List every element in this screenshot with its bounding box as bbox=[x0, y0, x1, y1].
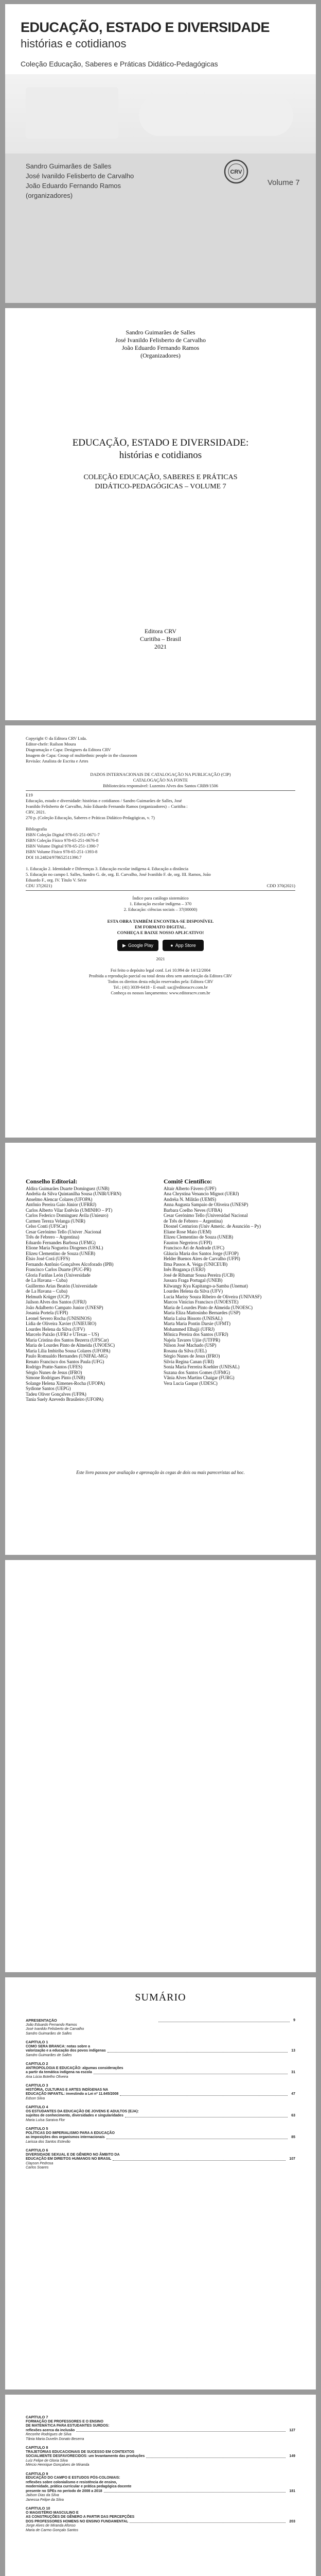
toc-leader-dots bbox=[146, 2454, 286, 2458]
toc-page-number: 203 bbox=[289, 2519, 295, 2523]
toc-entry bbox=[26, 2127, 295, 2144]
toc-title-line: DIVERSIDADE SEXUAL E DE GÊNERO NO ÂMBITO DA bbox=[26, 2153, 120, 2157]
toc-chapter-label: CAPÍTULO 5 bbox=[26, 2127, 48, 2131]
board-member: Josania Portela (UFPI) bbox=[26, 1310, 68, 1315]
toc-entry bbox=[26, 2019, 295, 2036]
board-member: Altair Alberto Fávero (UPF) bbox=[164, 1185, 217, 1191]
footer-line: Proibida a reprodução parcial ou total desta obra sem autorização da Editora CRV bbox=[88, 973, 233, 978]
board-member: Marcos Vinicius Francisco (UNOESTE) bbox=[164, 1299, 239, 1304]
catalog-line: ISBN Coleção Digital 978-65-251-0671-7 bbox=[26, 832, 100, 837]
toc-author: José Ivanildo Felisberto de Carvalho bbox=[26, 2027, 84, 2031]
toc-title-row bbox=[26, 2520, 295, 2524]
board-member: Suzana dos Santos Gomes (UFMG) bbox=[164, 1369, 230, 1375]
catalog-record bbox=[26, 790, 295, 891]
board-member: Leonel Severo Rocha (UNISINOS) bbox=[26, 1315, 92, 1321]
catalog-librarian: Bibliotecária responsável: Luzenira Alves dos Santos CRB9/1506 bbox=[103, 783, 218, 788]
cover-title: EDUCAÇÃO, ESTADO E DIVERSIDADE bbox=[21, 20, 270, 35]
board-member: Elizeu Clementino de Souza (UNEB) bbox=[26, 1250, 95, 1256]
board-member: Marta Maria Pontin Darsie (UFMT) bbox=[164, 1321, 230, 1326]
catalog-title: DADOS INTERNACIONAIS DE CATALOGAÇÃO NA PUBLICAÇÃO (CIP) bbox=[90, 772, 231, 777]
apple-icon: ● bbox=[170, 943, 173, 948]
footer-line: Conheça os nossos lançamentos: www.editoracrv.com.br bbox=[111, 990, 210, 995]
catalog-line: ISBN Volume Digital 978-65-251-1390-7 bbox=[26, 843, 99, 849]
toc-title-line: presente no SPEs no período de 2008 a 2018 bbox=[26, 2489, 102, 2493]
board-member: Simone Rodrigues Pinto (UNB) bbox=[26, 1375, 85, 1380]
catalog-line: Bibliografia bbox=[26, 826, 47, 832]
toc-author: Sandro Guimarães de Salles bbox=[26, 2053, 72, 2057]
summary-page-2 bbox=[5, 2395, 316, 2576]
toc-page-number: 13 bbox=[291, 2049, 295, 2053]
board-member: Solange Helena Ximenes-Rocha (UFOPA) bbox=[26, 1380, 105, 1386]
publisher-name: Editora CRV bbox=[144, 628, 177, 635]
summary-title: SUMÁRIO bbox=[135, 1992, 186, 2003]
toc-author: Luíz Felipe de Gloria Silva bbox=[26, 2459, 68, 2463]
board-member: Diosnel Centurion (Univ Americ. de Asunción – Py) bbox=[164, 1224, 261, 1229]
board-member: Eduardo Fernandes Barbosa (UFMG) bbox=[26, 1240, 96, 1245]
board-member: Maria de Lourdes Pinto de Almeida (UNOESC) bbox=[26, 1343, 115, 1348]
board-right-title: Comitê Científico: bbox=[164, 1178, 212, 1185]
toc-chapter-row bbox=[26, 2105, 295, 2110]
catalog-line: Ivanildo Felisberto de Carvalho, João Eduardo Fernando Ramos (organizadores) – Curitiba : bbox=[26, 804, 188, 809]
board-member: Ilma Passos A. Veiga (UNICEUB) bbox=[164, 1261, 228, 1267]
board-member: Sérgio Nunes de Jesus (IFRO) bbox=[164, 1353, 220, 1359]
board-member: Sydione Santos (UEPG) bbox=[26, 1386, 71, 1391]
toc-leader-dots bbox=[76, 2429, 286, 2432]
title-page bbox=[5, 308, 316, 720]
toc-author: João Eduardo Fernando Ramos bbox=[26, 2023, 77, 2027]
board-member: Fauston Negreiros (UFPI) bbox=[164, 1240, 212, 1245]
toc-title-line: reflexões acerca da inclusão bbox=[26, 2428, 75, 2432]
catalog-code: E19 bbox=[26, 792, 33, 798]
board-member: Antônio Pereira Gaio Júnior (UFRRJ) bbox=[26, 1202, 96, 1207]
toc-entry bbox=[26, 2415, 295, 2442]
board-member: de La Havana – Cuba) bbox=[26, 1289, 67, 1294]
cover-author: João Eduardo Fernando Ramos bbox=[26, 182, 121, 190]
board-member: Tadeu Oliver Gonçalves (UFPA) bbox=[26, 1391, 86, 1397]
toc-chapter-label: CAPÍTULO 8 bbox=[26, 2446, 48, 2450]
catalog-line: DOI 10.24824/978652511390.7 bbox=[26, 855, 82, 860]
toc-title-line: sujeitos de conhecimento, diversidades e singularidades bbox=[26, 2114, 123, 2117]
board-member: Silvia Regina Canan (URI) bbox=[164, 1359, 214, 1364]
toc-title-row bbox=[26, 2454, 295, 2459]
catalog-line bbox=[26, 860, 295, 866]
cover-image-shape bbox=[26, 87, 118, 139]
app-store-label: App Store bbox=[175, 943, 196, 948]
toc-chapter-label: CAPÍTULO 1 bbox=[26, 2040, 48, 2044]
toc-author: Tânia Maria Duvelin Donato Beserra bbox=[26, 2437, 84, 2441]
toc-entry bbox=[26, 2083, 295, 2101]
board-member: Helmuth Krüger (UCP) bbox=[26, 1294, 69, 1299]
board-member: Maria Eliza Mattosinho Bernardes (USP) bbox=[164, 1310, 240, 1315]
toc-title-row bbox=[26, 2071, 295, 2075]
toc-chapter-row bbox=[26, 2415, 295, 2420]
toc-page-number: 63 bbox=[291, 2114, 295, 2117]
board-member: de La Havana – Cuba) bbox=[26, 1278, 67, 1283]
summary-list bbox=[26, 2019, 295, 2175]
board-member: Inês Bragança (UERJ) bbox=[164, 1267, 205, 1272]
digital-notice-line: EM FORMATO DIGITAL. bbox=[135, 924, 186, 929]
index-item: 2. Educação: ciências sociais – 37(00000) bbox=[123, 907, 198, 912]
toc-title-line: TRAJETÓRIAS EDUCACIONAIS DE SUCESSO EM CONTEXTOS bbox=[26, 2450, 135, 2454]
toc-title-row bbox=[26, 2114, 295, 2119]
board-member: Renato Francisco dos Santos Paula (UFG) bbox=[26, 1359, 104, 1364]
toc-title-line: EDUCAÇÃO INFANTIL: investindo a Lei nº 11.645/2008 bbox=[26, 2092, 119, 2096]
toc-chapter-row bbox=[26, 2472, 295, 2477]
google-play-label: Google Play bbox=[128, 943, 153, 948]
toc-entry bbox=[26, 2105, 295, 2123]
toc-author: Maria Luísa Saraiva Flor bbox=[26, 2118, 65, 2122]
copyright-footer bbox=[26, 968, 295, 996]
toc-entry bbox=[26, 2472, 295, 2503]
catalog-subtitle: CATALOGAÇÃO NA FONTE bbox=[133, 777, 188, 783]
toc-page-number: 181 bbox=[289, 2489, 295, 2493]
catalog-cdd: CDD 370(2021) bbox=[266, 883, 295, 888]
toc-entry bbox=[26, 2062, 295, 2079]
toc-chapter-row bbox=[26, 2506, 295, 2511]
toc-title-line: valorização e a educação dos povos indígenas bbox=[26, 2049, 106, 2053]
board-member: Elizeu Clementino de Souza (UNEB) bbox=[164, 1234, 233, 1240]
toc-page-number: 107 bbox=[289, 2157, 295, 2161]
cover-image-shape bbox=[139, 95, 293, 136]
toc-title-line: SOCIALMENTE DESFAVORECIDOS: um levantamento das produções bbox=[26, 2454, 145, 2458]
board-member: Barbara Coelho Neves (UFBA) bbox=[164, 1207, 222, 1213]
toc-chapter-row bbox=[26, 2148, 295, 2153]
toc-author: Janessa Felipe da Silva bbox=[26, 2498, 64, 2502]
board-member: Andréia da Silva Quintanilha Sousa (UNIR/UFRN) bbox=[26, 1191, 121, 1196]
board-member: Kilwangy Kya Kapitango-a-Samba (Unemat) bbox=[164, 1283, 248, 1289]
title-page-collection: DIDÁTICO-PEDAGÓGICAS – VOLUME 7 bbox=[95, 483, 226, 490]
toc-author: Reconhe Rodrigues de Silva bbox=[26, 2433, 72, 2436]
cover-authors bbox=[26, 161, 134, 200]
toc-chapter-row bbox=[26, 2040, 295, 2045]
toc-leader-dots bbox=[113, 2157, 286, 2161]
catalog-line: CRV, 2021. bbox=[26, 809, 46, 815]
toc-entry bbox=[26, 2446, 295, 2468]
toc-author: Edson Silva bbox=[26, 2096, 45, 2100]
board-member: Mônica Pereira dos Santos (UFRJ) bbox=[164, 1332, 228, 1337]
toc-title-line: FORMAÇÃO DE PROFESSORES E O ENSINO bbox=[26, 2419, 103, 2424]
toc-leader-dots bbox=[94, 2071, 288, 2074]
toc-chapter-label: CAPÍTULO 6 bbox=[26, 2148, 48, 2153]
board-member: Três de Febrero – Argentina) bbox=[26, 1234, 79, 1240]
toc-chapter-label: APRESENTAÇÃO bbox=[26, 2019, 57, 2023]
board-right-column bbox=[164, 1179, 292, 1386]
catalog-cdu-row bbox=[26, 883, 295, 889]
toc-entry bbox=[26, 2040, 295, 2058]
toc-author: Clayson Pedrosa bbox=[26, 2161, 53, 2165]
publisher-year: 2021 bbox=[154, 643, 167, 650]
digital-notice-line: CONHEÇA E BAIXE NOSSO APLICATIVO! bbox=[117, 930, 204, 935]
toc-chapter-label: CAPÍTULO 7 bbox=[26, 2415, 48, 2419]
toc-title-row bbox=[26, 2489, 295, 2494]
play-icon: ▶ bbox=[122, 942, 126, 948]
toc-leader-dots bbox=[106, 2136, 288, 2139]
copyright-header bbox=[26, 736, 295, 764]
board-member: Carlos Alberto Vilar Estêvão (UMINHO – PT) bbox=[26, 1207, 113, 1213]
toc-chapter-label: CAPÍTULO 10 bbox=[26, 2506, 50, 2511]
toc-title-line: COMO SERA BRANCA: notas sobre a bbox=[26, 2044, 90, 2048]
board-member: Paulo Romualdo Hernandes (UNIFAL-MG) bbox=[26, 1353, 108, 1359]
board-member: José de Ribamar Sousa Pereira (UCB) bbox=[164, 1272, 235, 1278]
digital-notice bbox=[26, 919, 295, 936]
board-member: Sérgio Nunes de Jesus (IFRO) bbox=[26, 1369, 82, 1375]
board-member: Sonia Maria Ferreira Koehler (UNISAL) bbox=[164, 1364, 240, 1369]
digital-notice-line: ESTA OBRA TAMBÉM ENCONTRA-SE DISPONÍVEL bbox=[107, 919, 214, 924]
toc-page-number: 31 bbox=[291, 2071, 295, 2074]
organizer-name: João Eduardo Fernando Ramos bbox=[121, 344, 200, 351]
toc-title-line: ANTROPOLOGIA E EDUCAÇÃO: algumas considerações bbox=[26, 2066, 123, 2070]
board-member: Rosana da Silva (UEL) bbox=[164, 1348, 207, 1353]
blank-page bbox=[5, 1560, 316, 1972]
toc-leader-dots bbox=[120, 2092, 288, 2096]
toc-page-number: 127 bbox=[289, 2428, 295, 2432]
board-left-column bbox=[26, 1179, 154, 1402]
cover-author: José Ivanildo Felisberto de Carvalho bbox=[26, 172, 134, 180]
board-member: Tania Suely Azevedo Brasileiro (UFOPA) bbox=[26, 1397, 104, 1402]
toc-author: Mércio Henrique Gonçalves de Miranda bbox=[26, 2463, 90, 2467]
publisher-city: Curitiba – Brasil bbox=[140, 635, 181, 642]
copyright-line: Imagem de Capa: Group of multiethnic people in the classroom bbox=[26, 753, 137, 758]
board-member: Lourdes Helena da Silva (UFV) bbox=[26, 1326, 85, 1332]
board-member: Vera Lucia Gaspar (UDESC) bbox=[164, 1380, 218, 1386]
board-member: Maria Lília Imbiriba Sousa Colares (UFOPA) bbox=[26, 1348, 111, 1353]
toc-title-line: DE MATEMÁTICA PARA ESTUDANTES SURDOS: bbox=[26, 2424, 110, 2428]
toc-chapter-row bbox=[26, 2127, 295, 2131]
index-title: Índice para catálogo sistemático bbox=[132, 895, 189, 901]
editorial-board-page bbox=[5, 1143, 316, 1555]
toc-author: Sandro Guimarães de Salles bbox=[26, 2031, 72, 2036]
copyright-year: 2021 bbox=[156, 956, 165, 961]
catalog-line: 1. Educação 2. Identidade e Diferenças 3. Educação escolar indígena 4. Educação a distância bbox=[26, 866, 188, 871]
toc-title-line: reflexões sobre colonialismo e resistência de ensino, bbox=[26, 2480, 117, 2484]
toc-author: Ana Lúcia Botelho Oliveira bbox=[26, 2075, 68, 2079]
toc-title-row bbox=[26, 2049, 295, 2054]
board-member: João Adalberto Campato Junior (UNESP) bbox=[26, 1304, 103, 1310]
google-play-badge[interactable] bbox=[117, 940, 158, 951]
cover-collection: Coleção Educação, Saberes e Práticas Didático-Pedagógicas bbox=[21, 60, 218, 68]
toc-chapter-label: CAPÍTULO 9 bbox=[26, 2471, 48, 2476]
copyright-line: Revisão: Analista de Escrita e Artes bbox=[26, 758, 88, 764]
board-member: Aldira Guimarães Duarte Domínguez (UNB) bbox=[26, 1185, 110, 1191]
toc-leader-dots bbox=[125, 2114, 288, 2117]
board-member: Gloria Fariñas León (Universidade bbox=[26, 1272, 91, 1278]
organizer-role: (Organizadores) bbox=[140, 352, 181, 359]
board-member: Carmen Tereza Velanga (UNIR) bbox=[26, 1218, 85, 1224]
toc-chapter-row bbox=[26, 2446, 295, 2450]
toc-page-number: 149 bbox=[289, 2454, 295, 2458]
footer-line: Todos os direitos desta edição reservados pela: Editora CRV bbox=[108, 979, 213, 984]
cover-author: Sandro Guimarães de Salles bbox=[26, 162, 112, 170]
board-member: Jussara Fraga Portugal (UNEB) bbox=[164, 1278, 223, 1283]
toc-chapter-label: CAPÍTULO 3 bbox=[26, 2083, 48, 2088]
toc-chapter-label: CAPÍTULO 2 bbox=[26, 2062, 48, 2066]
board-member: Helder Buenos Aires de Carvalho (UFPI) bbox=[164, 1256, 240, 1261]
board-member: Elione Maria Nogueira Diogenes (UFAL) bbox=[26, 1245, 103, 1250]
toc-title-line: DOS PROFESSORES HOMENS NO ENSINO FUNDAMENTAL bbox=[26, 2519, 129, 2523]
board-member: Fernando Antônio Gonçalves Alcoforado (IPB) bbox=[26, 1261, 114, 1267]
toc-title-line: POLÍTICAS DO IMPERIALISMO PARA A EDUCAÇÃO bbox=[26, 2131, 115, 2135]
board-member: Jailson Alves dos Santos (UFRJ) bbox=[26, 1299, 87, 1304]
toc-leader-dots bbox=[104, 2489, 286, 2493]
board-member: Marcelo Paixão (UFRJ e UTexas – US) bbox=[26, 1332, 99, 1337]
board-member: Maria de Lourdes Pinto de Almeida (UNOESC) bbox=[164, 1304, 253, 1310]
board-member: Francisco Ari de Andrade (UFC) bbox=[164, 1245, 224, 1250]
toc-author: Larissa dos Santos Estevão bbox=[26, 2140, 70, 2144]
toc-entry bbox=[26, 2506, 295, 2533]
board-member: Maria Cristina dos Santos Bezerra (UFSCar) bbox=[26, 1337, 109, 1343]
board-left-title: Conselho Editorial: bbox=[26, 1178, 78, 1185]
toc-leader-dots bbox=[108, 2049, 288, 2053]
summary-page-1 bbox=[5, 1977, 316, 2389]
board-member: Lídia de Oliveira Xavier (UNIEURO) bbox=[26, 1321, 96, 1326]
board-member: Maria Luisa Bissoto (UNISAL) bbox=[164, 1315, 223, 1321]
copyright-line: Diagramação e Capa: Designers da Editora CRV bbox=[26, 747, 111, 752]
copyright-line: Copyright © da Editora CRV Ltda. bbox=[26, 736, 87, 741]
board-member: Cesar Gerónimo Tello (Univer .Nacional bbox=[26, 1229, 101, 1234]
catalog-line: ISBN Volume Físico 978-65-251-1393-8 bbox=[26, 849, 98, 854]
catalog-line: 270 p. (Coleção Educação, Saberes e Práticas Didático-Pedagógicas, v. 7) bbox=[26, 815, 155, 820]
toc-author: Maria de Carmo Gonçalo Santos bbox=[26, 2528, 78, 2532]
board-member: Mohammed Elhajji (UFRJ) bbox=[164, 1326, 215, 1332]
catalog-cdu: CDU 37(2021) bbox=[26, 883, 52, 888]
board-member: Lucia Marisy Souza Ribeiro de Oliveira (UNIVASF) bbox=[164, 1294, 262, 1299]
board-member: Francisco Carlos Duarte (PUC-PR) bbox=[26, 1267, 92, 1272]
organizer-name: José Ivanildo Felisberto de Carvalho bbox=[115, 336, 206, 344]
board-member: Rodrigo Pratte-Santos (UFES) bbox=[26, 1364, 82, 1369]
toc-page-number: 85 bbox=[291, 2136, 295, 2139]
board-member: Lourdes Helena da Silva (UFV) bbox=[164, 1289, 223, 1294]
toc-title-row bbox=[26, 2157, 295, 2162]
toc-title-line: HISTÓRIA, CULTURAS E ARTES INDÍGENAS NA bbox=[26, 2088, 109, 2092]
cover-page bbox=[5, 4, 316, 303]
organizer-name: Sandro Guimarães de Salles bbox=[126, 329, 195, 336]
toc-title-row bbox=[26, 2136, 295, 2140]
board-member: Eliane Rose Maio (UEM) bbox=[164, 1229, 211, 1234]
summary-list bbox=[26, 2415, 295, 2537]
board-member: Gláucia Maria dos Santos Jorge (UFOP) bbox=[164, 1250, 239, 1256]
catalog-line: Educação, estado e diversidade: histórias e cotidianos / Sandro Guimarães de Salles, José bbox=[26, 798, 182, 803]
board-member: Élsio José Corá (UFFS) bbox=[26, 1256, 70, 1261]
toc-title-line: EDUCAÇÃO DO CAMPO E ESTUDOS PÓS-COLONIAIS: bbox=[26, 2476, 120, 2480]
toc-page-number: 9 bbox=[293, 2019, 295, 2022]
board-member: de Três de Febrero – Argentina) bbox=[164, 1218, 223, 1224]
board-member: Anna Augusta Sampaio de Oliveira (UNESP) bbox=[164, 1202, 248, 1207]
cover-image bbox=[5, 74, 316, 154]
toc-chapter-row bbox=[26, 2019, 295, 2023]
board-member: Anselmo Alencar Colares (UFOPA) bbox=[26, 1196, 93, 1202]
title-page-publisher bbox=[5, 628, 316, 651]
board-member: Nilson José Machado (USP) bbox=[164, 1343, 217, 1348]
title-page-collection: COLEÇÃO EDUCAÇÃO, SABERES E PRÁTICAS bbox=[83, 473, 238, 481]
copyright-line: Editor-chefe: Railson Moura bbox=[26, 741, 76, 747]
catalog-index bbox=[26, 895, 295, 912]
toc-chapter-label: CAPÍTULO 4 bbox=[26, 2105, 48, 2109]
toc-author: Jorge Alves de Miranda Afonso bbox=[26, 2524, 76, 2528]
toc-title-line: a partir da temática indígena na escola bbox=[26, 2071, 92, 2074]
board-member: Guillermo Arias Beatón (Universidade bbox=[26, 1283, 98, 1289]
toc-entry bbox=[26, 2148, 295, 2171]
toc-author: Jailson Dias da Silva bbox=[26, 2494, 59, 2497]
title-page-title: EDUCAÇÃO, ESTADO E DIVERSIDADE: bbox=[72, 437, 249, 448]
app-store-badge[interactable] bbox=[163, 940, 204, 951]
toc-title-line: modernidade, prática curricular e prática pedagógica docente bbox=[26, 2485, 132, 2488]
crv-logo-text: CRV bbox=[230, 169, 242, 175]
cover-author: (organizadores) bbox=[26, 192, 73, 199]
toc-page-number: 47 bbox=[291, 2092, 295, 2096]
board-member: Vânia Alves Martins Chaigar (FURG) bbox=[164, 1375, 235, 1380]
catalog-line: ISBN Coleção Físico 978-65-251-0676-8 bbox=[26, 838, 98, 843]
toc-title-row bbox=[26, 2429, 295, 2433]
catalog-heading bbox=[26, 772, 295, 789]
board-member: Celso Conti (UFSCar) bbox=[26, 1224, 67, 1229]
toc-leader-dots bbox=[130, 2520, 286, 2523]
board-member: Najela Tavares Ujiie (UTFPR) bbox=[164, 1337, 220, 1343]
copyright-page bbox=[5, 725, 316, 1138]
toc-chapter-row bbox=[26, 2083, 295, 2088]
toc-title-line: as imposições dos organismos internacionais bbox=[26, 2136, 105, 2139]
index-item: 1. Educação escolar indígena – 370 bbox=[129, 901, 192, 906]
title-page-organizers bbox=[5, 329, 316, 360]
toc-title-line: AS CONSTRUÇÕES DE GÊNERO A PARTIR DAS PERCEPÇÕES bbox=[26, 2515, 135, 2519]
catalog-line: 5. Educação no campo I. Salles, Sandro G. de, org. II. Carvalho, José Ivanildo F. de, org. III. Ramos, João bbox=[26, 872, 211, 877]
footer-line: Tel.: (41) 3039-6418 - E-mail: sac@editoracrv.com.br bbox=[113, 985, 208, 990]
board-member: Carlos Federico Dominguez Avila (Unieuro) bbox=[26, 1213, 109, 1218]
board-member: Ana Chrystina Venancio Mignot (UERJ) bbox=[164, 1191, 239, 1196]
board-member: Cesar Gerónimo Tello (Universidad Nacional bbox=[164, 1213, 248, 1218]
title-page-subtitle: histórias e cotidianos bbox=[119, 450, 202, 461]
toc-title-line: EDUCAÇÃO EM DIREITOS HUMANOS NO BRASIL bbox=[26, 2157, 112, 2161]
catalog-line: Eduardo F., org. IV. Título V. Série bbox=[26, 877, 87, 883]
cover-subtitle: histórias e cotidianos bbox=[21, 37, 127, 50]
board-member: Andréia N. Militão (UEMS) bbox=[164, 1196, 216, 1202]
catalog-line bbox=[26, 821, 295, 826]
crv-logo-icon bbox=[223, 159, 249, 184]
board-note: Este livro passou por avaliação e aprovação às cegas de dois ou mais pareceristas ad hoc. bbox=[76, 1470, 245, 1475]
toc-chapter-row bbox=[26, 2062, 295, 2066]
toc-author: Carlos Soares bbox=[26, 2166, 49, 2170]
toc-title-row bbox=[26, 2092, 295, 2097]
toc-title-line: OS ESTUDANTES DA EDUCAÇÃO DE JOVENS E ADULTOS (EJA): bbox=[26, 2109, 139, 2113]
cover-volume: Volume 7 bbox=[268, 178, 300, 187]
toc-leader-dots bbox=[158, 2019, 290, 2022]
toc-title-line: O MAGISTÉRIO MASCULINO E bbox=[26, 2511, 79, 2515]
footer-line: Foi feito o depósito legal conf. Lei 10.994 de 14/12/2004 bbox=[110, 968, 211, 973]
